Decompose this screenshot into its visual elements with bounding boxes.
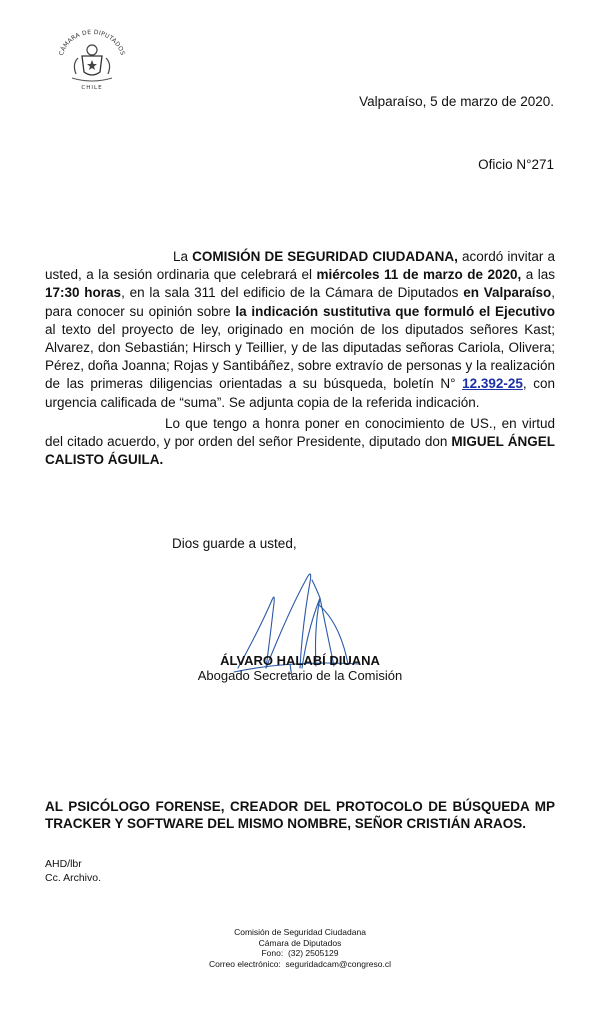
text-run: , con urgencia calificada de “suma”. Se adjunta copia de la referida indicación. <box>45 376 555 410</box>
signer-name: ÁLVARO HALABÍ DIUANA <box>220 653 380 668</box>
footer-commission: Comisión de Seguridad Ciudadana <box>234 927 366 937</box>
invitation-paragraph <box>45 248 555 412</box>
session-time: 17:30 horas <box>45 285 122 301</box>
seal-bottom-text: CHILE <box>81 85 103 91</box>
session-location: en Valparaíso <box>463 285 552 301</box>
svg-text:CÁMARA DE DIPUTADOS <box>58 29 126 56</box>
signer-title: Abogado Secretario de la Comisión <box>197 668 403 683</box>
footer-chamber: Cámara de Diputados <box>258 937 342 948</box>
letter-footer <box>0 927 600 969</box>
footer-phone: Fono: (32) 2505129 <box>261 948 339 958</box>
letter-date: Valparaíso, 5 de marzo de 2020. <box>359 94 554 109</box>
oficio-number: Oficio N°271 <box>478 157 554 172</box>
text-run: , para conocer su opinión sobre <box>45 285 556 319</box>
president-name: MIGUEL ÁNGEL CALISTO ÁGUILA. <box>45 434 555 468</box>
text-run: al texto del proyecto de ley, originado en moción de los diputados señores Kast; Alvarez, don Sebastián; Hirsch y Teillier, y de las diputadas señoras Cariola, Olivera; Pérez, doña Joanna; Rojas y Santibáñez, sobre extravío de personas y la realización de las primeras diligencias orientadas a su búsqueda, boletín N° <box>45 321 555 392</box>
text-run: acordó invitar a usted, a la sesión ordinaria que celebrará el <box>45 249 555 283</box>
text-run: La <box>173 249 193 264</box>
recipient-address: AL PSICÓLOGO FORENSE, CREADOR DEL PROTOCOLO DE BÚSQUEDA MP TRACKER Y SOFTWARE DEL MISMO NOMBRE, SEÑOR CRISTIÁN ARAOS. <box>45 799 555 831</box>
chamber-seal-logo <box>52 28 132 92</box>
text-run: a las <box>521 267 555 283</box>
greeting: Dios guarde a usted, <box>172 536 297 551</box>
bulletin-link[interactable]: 12.392-25 <box>462 376 523 392</box>
seal-top-text: CÁMARA DE DIPUTADOS <box>57 28 127 57</box>
reference-initials <box>45 857 101 885</box>
footer-email: Correo electrónico: seguridadcam@congreso.cl <box>208 958 392 969</box>
indication-subject: la indicación sustitutiva que formuló el Ejecutivo <box>235 303 555 319</box>
commission-name: COMISIÓN DE SEGURIDAD CIUDADANA, <box>192 249 458 264</box>
notice-paragraph <box>45 415 555 470</box>
text-run: Lo que tengo a honra poner en conocimiento de US., en virtud del citado acuerdo, y por orden del señor Presidente, diputado don <box>45 416 555 450</box>
text-run: , en la sala 311 del edificio de la Cámara de Diputados <box>121 285 464 301</box>
copy-notation: Cc. Archivo. <box>45 872 102 884</box>
session-date: miércoles 11 de marzo de 2020, <box>316 267 522 283</box>
author-initials: AHD/lbr <box>45 858 82 870</box>
